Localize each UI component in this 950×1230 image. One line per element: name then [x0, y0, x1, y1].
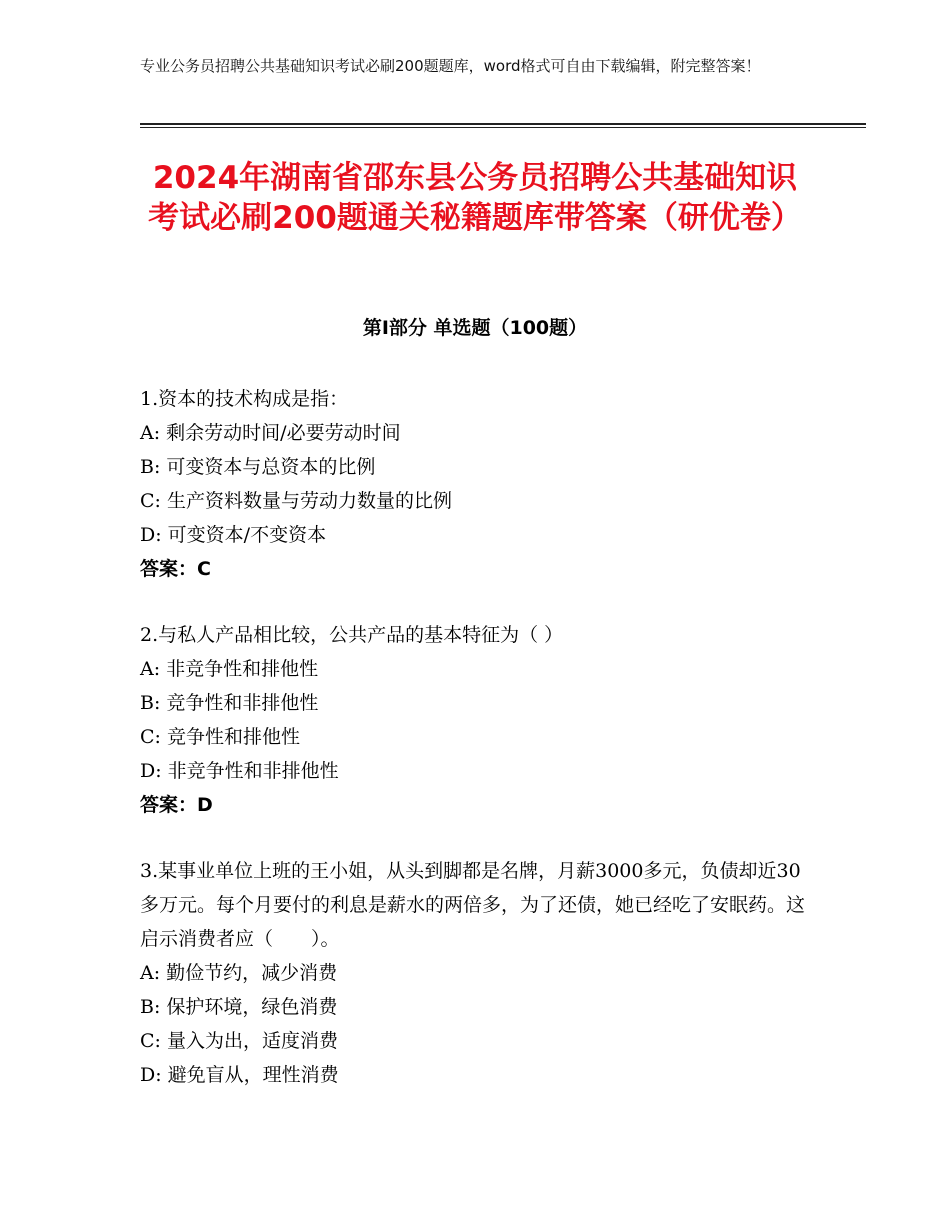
document-title: 2024年湖南省邵东县公务员招聘公共基础知识考试必刷200题通关秘籍题库带答案（研优卷）	[148, 160, 802, 236]
option-a: A: 勤俭节约，减少消费	[140, 962, 338, 984]
option-a: A: 剩余劳动时间/必要劳动时间	[140, 422, 401, 444]
section-title: 第Ⅰ部分 单选题（100题）	[362, 317, 588, 339]
option-b: B: 可变资本与总资本的比例	[140, 456, 376, 478]
question-3	[140, 854, 810, 1092]
question-list	[140, 382, 810, 1124]
question-2	[140, 618, 810, 822]
option-c: C: 竞争性和排他性	[140, 726, 300, 748]
question-1	[140, 382, 810, 586]
header-note: 专业公务员招聘公共基础知识考试必刷200题题库，word格式可自由下载编辑，附完整答案！	[140, 57, 761, 75]
answer: 答案：D	[140, 794, 213, 816]
option-c: C: 生产资料数量与劳动力数量的比例	[140, 490, 452, 512]
header-rule-thick	[140, 123, 866, 125]
option-d: D: 避免盲从，理性消费	[140, 1064, 339, 1086]
question-stem: 3.某事业单位上班的王小姐，从头到脚都是名牌，月薪3000多元，负债却近30多万元。每个月要付的利息是薪水的两倍多，为了还债，她已经吃了安眠药。这启示消费者应（ ）。	[140, 860, 806, 950]
option-b: B: 保护环境，绿色消费	[140, 996, 338, 1018]
option-c: C: 量入为出，适度消费	[140, 1030, 338, 1052]
option-a: A: 非竞争性和排他性	[140, 658, 319, 680]
option-b: B: 竞争性和非排他性	[140, 692, 319, 714]
answer: 答案：C	[140, 558, 211, 580]
option-d: D: 非竞争性和非排他性	[140, 760, 339, 782]
question-stem: 2.与私人产品相比较，公共产品的基本特征为（ ）	[140, 624, 564, 646]
header-rule-thin	[140, 127, 866, 128]
option-d: D: 可变资本/不变资本	[140, 524, 327, 546]
question-stem: 1.资本的技术构成是指：	[140, 388, 349, 410]
